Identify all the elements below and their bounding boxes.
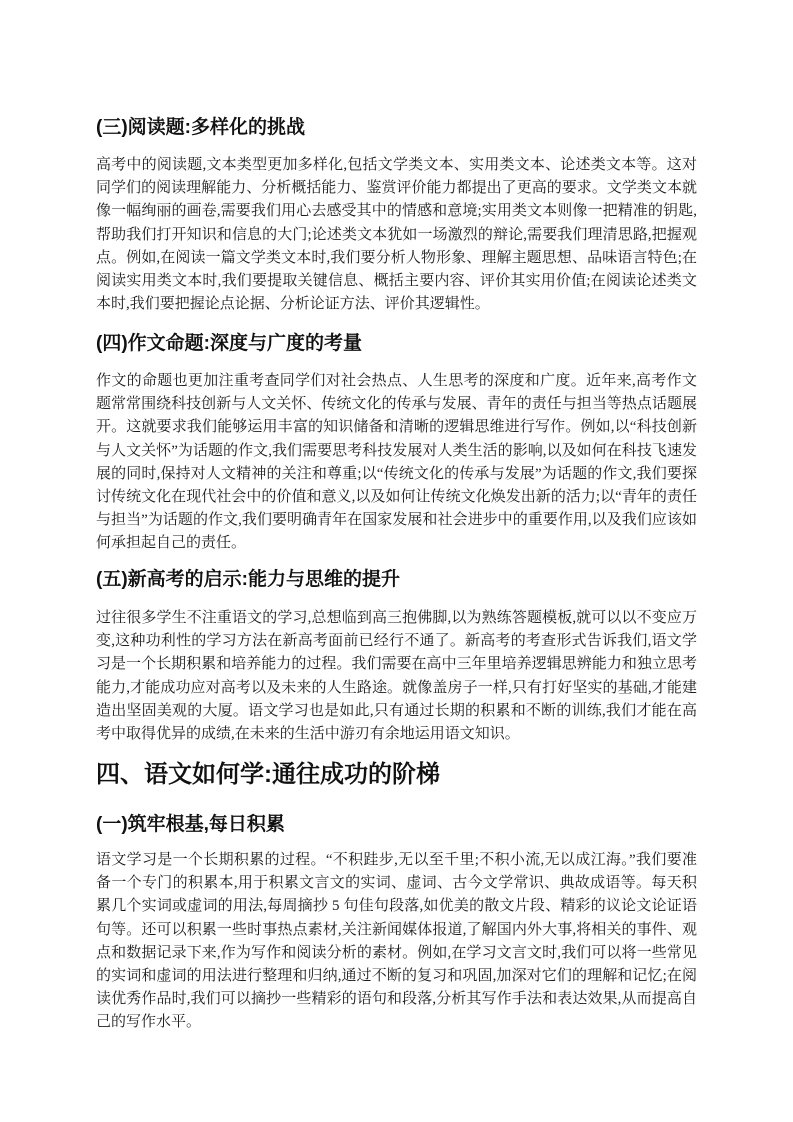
section-heading-reading: (三)阅读题:多样化的挑战 xyxy=(96,117,305,138)
paragraph-reading: 高考中的阅读题,文本类型更加多样化,包括文学类文本、实用类文本、论述类文本等。这对同学们的阅读理解能力、分析概括能力、鉴赏评价能力都提出了更高的要求。文学类文本就像一幅绚丽的画卷,需要我们用心去感受其中的情感和意境;实用类文本则像一把精准的钥匙,帮助我们打开知识和信息的大门;论述类文本犹如一场激烈的辩论,需要我们理清思路,把握观点。例如,在阅读一篇文学类文本时,我们要分析人物形象、理解主题思想、品味语言特色;在阅读实用类文本时,我们要提取关键信息、概括主要内容、评价其实用价值;在阅读论述类文本时,我们要把握论点论据、分析论证方法、评价其逻辑性。 xyxy=(96,157,697,313)
section-heading-insight: (五)新高考的启示:能力与思维的提升 xyxy=(96,569,400,590)
chapter-heading-how-to-learn: 四、语文如何学:通往成功的阶梯 xyxy=(96,760,440,788)
paragraph-accumulate: 语文学习是一个长期积累的过程。“不积跬步,无以至千里;不积小流,无以成江海。”我们要准备一个专门的积累本,用于积累文言文的实词、虚词、古今文学常识、典故成语等。每天积累几个实词或虚词的用法,每周摘抄 5 句佳句段落,如优美的散文片段、精彩的议论文论证语句等。还可以积累一些时事热点素材,关注新闻媒体报道,了解国内外大事,将相关的事件、观点和数据记录下来,作为写作和阅读分析的素材。例如,在学习文言文时,我们可以将一些常见的实词和虚词的用法进行整理和归纳,通过不断的复习和巩固,加深对它们的理解和记忆;在阅读优秀作品时,我们可以摘抄一些精彩的语句和段落,分析其写作手法和表达效果,从而提高自己的写作水平。 xyxy=(96,852,697,1031)
section-heading-composition: (四)作文命题:深度与广度的考量 xyxy=(96,333,362,354)
paragraph-composition: 作文的命题也更加注重考查同学们对社会热点、人生思考的深度和广度。近年来,高考作文题常常围绕科技创新与人文关怀、传统文化的传承与发展、青年的责任与担当等热点话题展开。这就要求我们能够运用丰富的知识储备和清晰的逻辑思维进行写作。例如,以“科技创新与人文关怀”为话题的作文,我们需要思考科技发展对人类生活的影响,以及如何在科技飞速发展的同时,保持对人文精神的关注和尊重;以“传统文化的传承与发展”为话题的作文,我们要探讨传统文化在现代社会中的价值和意义,以及如何让传统文化焕发出新的活力;以“青年的责任与担当”为话题的作文,我们要明确青年在国家发展和社会进步中的重要作用,以及我们应该如何承担起自己的责任。 xyxy=(96,373,697,552)
paragraph-insight: 过往很多学生不注重语文的学习,总想临到高三抱佛脚,以为熟练答题模板,就可以以不变应万变,这种功利性的学习方法在新高考面前已经行不通了。新高考的考查形式告诉我们,语文学习是一个长期积累和培养能力的过程。我们需要在高中三年里培养逻辑思辨能力和独立思考能力,才能成功应对高考以及未来的人生路途。就像盖房子一样,只有打好坚实的基础,才能建造出坚固美观的大厦。语文学习也是如此,只有通过长期的积累和不断的训练,我们才能在高考中取得优异的成绩,在未来的生活中游刃有余地运用语文知识。 xyxy=(96,610,697,743)
section-heading-accumulate: (一)筑牢根基,每日积累 xyxy=(96,814,285,835)
